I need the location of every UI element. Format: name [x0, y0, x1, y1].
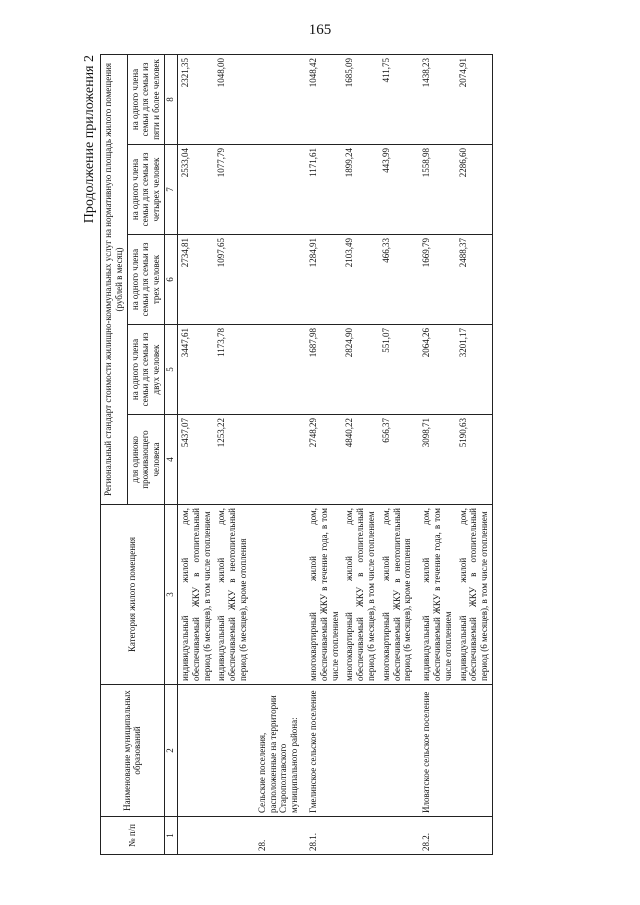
table-row — [456, 54, 493, 854]
table-row — [302, 54, 342, 854]
row-value: 466,33 — [379, 235, 415, 325]
row-category: индивидуальный жилой дом, обеспечиваемый ЖКУ в неотопительный период (6 месяцев), кроме отопления — [214, 505, 250, 685]
row-value: 2064,26 — [415, 325, 455, 415]
column-numbers-row — [164, 54, 177, 854]
continuation-title: Продолжение приложения 2 — [82, 55, 97, 224]
row-value: 2734,81 — [177, 235, 214, 325]
row-no — [177, 817, 214, 855]
row-no: 28.1. — [302, 817, 342, 855]
row-value: 1438,23 — [415, 54, 455, 144]
row-no: 28.2. — [415, 817, 455, 855]
table-row — [379, 54, 415, 854]
row-category: многоквартирный жилой дом, обеспечиваемый ЖКУ в течение года, в том числе отоплением — [302, 505, 342, 685]
row-value: 3447,61 — [177, 325, 214, 415]
table-row — [342, 54, 378, 854]
row-value — [251, 235, 302, 325]
row-category: индивидуальный жилой дом, обеспечиваемый ЖКУ в отопительный период (6 месяцев), в том числе отоплением — [456, 505, 493, 685]
row-no — [214, 817, 250, 855]
column-number: 3 — [164, 505, 177, 685]
row-value: 1253,22 — [214, 415, 250, 505]
row-value — [251, 325, 302, 415]
row-value — [251, 145, 302, 235]
row-name: Гмелинское сельское поселение — [302, 685, 342, 817]
row-value: 443,99 — [379, 145, 415, 235]
column-number: 2 — [164, 685, 177, 817]
row-value: 551,07 — [379, 325, 415, 415]
row-name — [342, 685, 378, 817]
header-category: Категория жилого помещения — [101, 505, 165, 685]
header-sub: на одного члена семьи для семьи из двух человек — [127, 325, 164, 415]
row-name: Сельские поселения, расположенные на территории Старополтавского муниципального района: — [251, 685, 302, 817]
row-value: 2748,29 — [302, 415, 342, 505]
row-value: 656,37 — [379, 415, 415, 505]
row-value — [251, 415, 302, 505]
row-value: 1687,98 — [302, 325, 342, 415]
row-value: 3201,17 — [456, 325, 493, 415]
row-name — [177, 685, 214, 817]
row-name: Иловатское сельское поселение — [415, 685, 455, 817]
row-value: 5437,07 — [177, 415, 214, 505]
row-category — [251, 505, 302, 685]
row-no: 28. — [251, 817, 302, 855]
row-no — [379, 817, 415, 855]
row-category: многоквартирный жилой дом, обеспечиваемый ЖКУ в неотопительный период (6 месяцев), кроме отопления — [379, 505, 415, 685]
row-value: 1097,65 — [214, 235, 250, 325]
row-no — [456, 817, 493, 855]
tariff-table — [100, 54, 493, 855]
row-value: 2103,49 — [342, 235, 378, 325]
row-value: 2286,60 — [456, 145, 493, 235]
header-name: Наименование муниципальных образований — [101, 685, 165, 817]
row-value: 2074,91 — [456, 54, 493, 144]
header-standard: Региональный стандарт стоимости жилищно-коммунальных услуг на нормативную площадь жилого помещения (рублей в месяц) — [101, 54, 128, 504]
row-value: 2824,90 — [342, 325, 378, 415]
header-sub: на одного члена семьи для семьи из четырех человек — [127, 145, 164, 235]
row-name — [456, 685, 493, 817]
header-sub: на одного члена семьи для семьи из пяти и более человек — [127, 54, 164, 144]
table-row — [251, 54, 302, 854]
header-sub: для одиноко проживающего человека — [127, 415, 164, 505]
table-row — [214, 54, 250, 854]
row-value: 1685,09 — [342, 54, 378, 144]
table-body — [177, 54, 492, 854]
row-value: 1669,79 — [415, 235, 455, 325]
table-header — [101, 54, 178, 854]
row-value: 2321,35 — [177, 54, 214, 144]
row-value: 5190,63 — [456, 415, 493, 505]
header-sub: на одного члена семьи для семьи из трех человек — [127, 235, 164, 325]
row-value: 2488,37 — [456, 235, 493, 325]
table-row — [177, 54, 214, 854]
table-row — [415, 54, 455, 854]
column-number: 7 — [164, 145, 177, 235]
row-value — [251, 54, 302, 144]
rotated-page-content — [80, 55, 560, 855]
row-value: 2533,04 — [177, 145, 214, 235]
column-number: 5 — [164, 325, 177, 415]
row-name — [379, 685, 415, 817]
row-value: 4840,22 — [342, 415, 378, 505]
row-name — [214, 685, 250, 817]
row-value: 3098,71 — [415, 415, 455, 505]
row-value: 1171,61 — [302, 145, 342, 235]
row-category: индивидуальный жилой дом, обеспечиваемый ЖКУ в отопительный период (6 месяцев), в том числе отоплением — [177, 505, 214, 685]
row-value: 1899,24 — [342, 145, 378, 235]
row-category: индивидуальный жилой дом, обеспечиваемый ЖКУ в течение года, в том числе отоплением — [415, 505, 455, 685]
column-number: 8 — [164, 54, 177, 144]
row-value: 1173,78 — [214, 325, 250, 415]
row-value: 1284,91 — [302, 235, 342, 325]
page-number: 165 — [308, 22, 332, 38]
row-value: 1048,42 — [302, 54, 342, 144]
header-no: № п/п — [101, 817, 165, 855]
row-value: 1077,79 — [214, 145, 250, 235]
row-category: многоквартирный жилой дом, обеспечиваемый ЖКУ в отопительный период (6 месяцев), в том числе отоплением — [342, 505, 378, 685]
row-value: 411,75 — [379, 54, 415, 144]
column-number: 1 — [164, 817, 177, 855]
column-number: 6 — [164, 235, 177, 325]
row-value: 1558,98 — [415, 145, 455, 235]
row-value: 1048,00 — [214, 54, 250, 144]
row-no — [342, 817, 378, 855]
column-number: 4 — [164, 415, 177, 505]
